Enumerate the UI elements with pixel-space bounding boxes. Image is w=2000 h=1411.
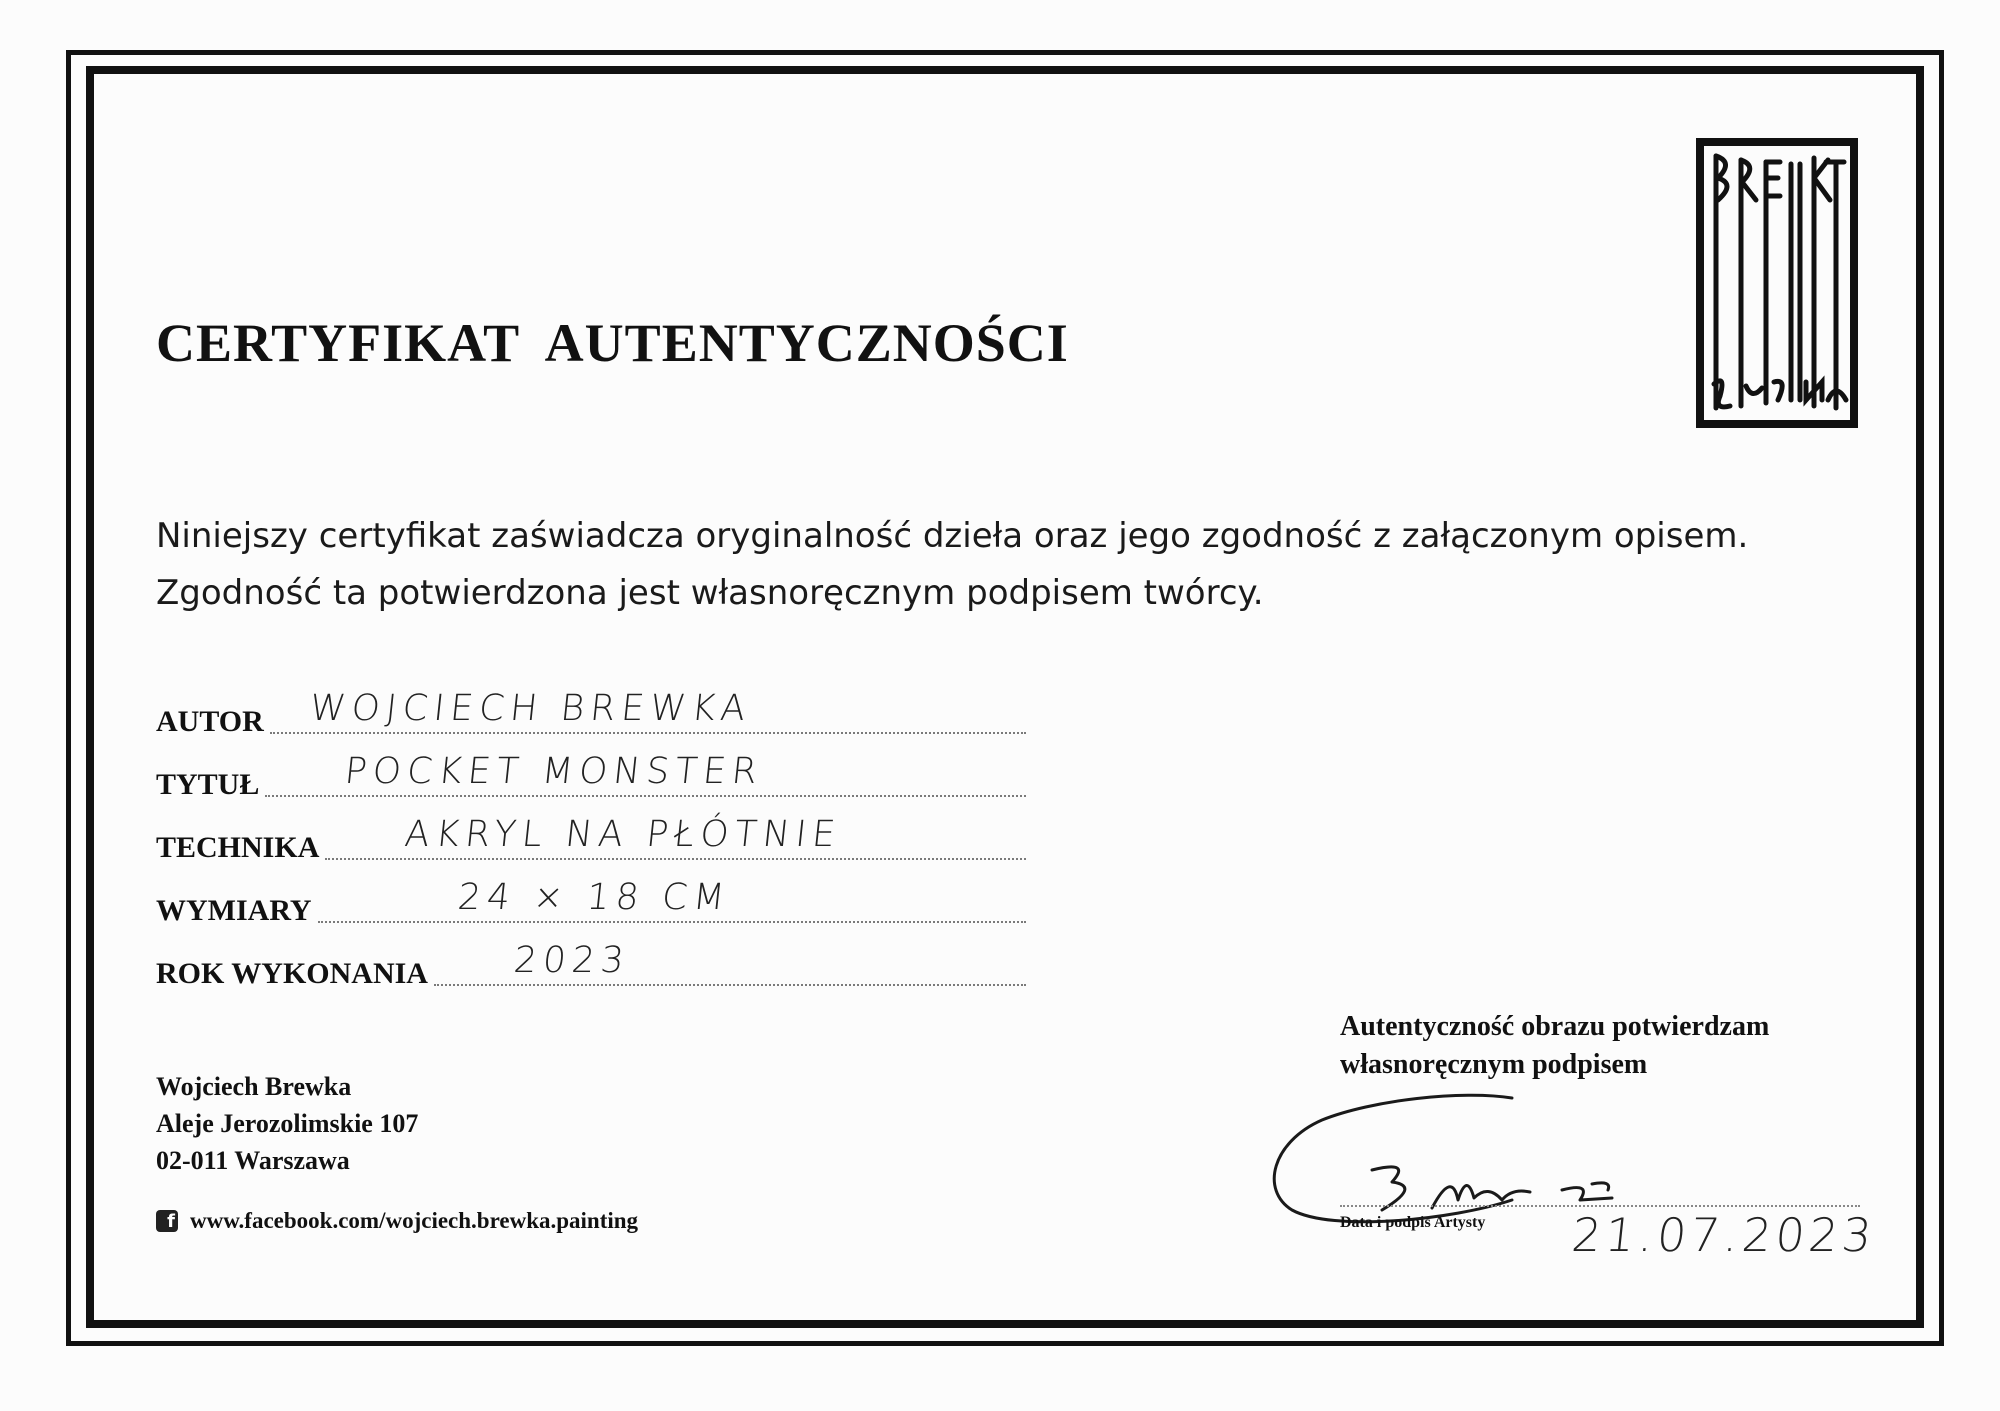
facebook-url[interactable]: www.facebook.com/wojciech.brewka.painting <box>190 1208 639 1233</box>
field-value-dimensions: 24 × 18 CM <box>455 877 733 918</box>
field-author <box>156 680 1026 743</box>
address-street: Aleje Jerozolimskie 107 <box>156 1109 419 1138</box>
facebook-link[interactable] <box>156 1208 638 1234</box>
field-label: WYMIARY <box>156 894 312 927</box>
field-label: AUTOR <box>156 705 264 738</box>
field-value-title: POCKET MONSTER <box>343 751 766 792</box>
signature-line <box>1340 1205 1860 1207</box>
confirmation-line-2: własnoręcznym podpisem <box>1340 1049 1648 1080</box>
address-name: Wojciech Brewka <box>156 1072 352 1101</box>
intro-line-2: Zgodność ta potwierdzona jest własnoręcznym podpisem twórcy. <box>156 573 1264 613</box>
authenticity-confirmation <box>1340 1008 1769 1084</box>
field-value-technique: AKRYL NA PŁÓTNIE <box>403 814 844 855</box>
address-city: 02-011 Warszawa <box>156 1146 350 1175</box>
signature-caption: Data i podpis Artysty <box>1340 1214 1486 1231</box>
facebook-icon: f <box>156 1210 178 1232</box>
field-value-year: 2023 <box>511 940 632 981</box>
intro-text <box>156 508 1916 622</box>
brewka-logo-icon <box>1696 138 1858 428</box>
field-dimensions <box>156 869 1026 932</box>
field-title <box>156 743 1026 806</box>
intro-line-1: Niniejszy certyfikat zaświadcza oryginalność dzieła oraz jego zgodność z załączonym opisem. <box>156 516 1749 556</box>
field-value-author: WOJCIECH BREWKA <box>307 688 754 729</box>
field-label: TYTUŁ <box>156 768 260 801</box>
artist-address <box>156 1068 418 1179</box>
artwork-fields <box>156 680 1026 995</box>
field-technique <box>156 806 1026 869</box>
field-year <box>156 932 1026 995</box>
field-label: TECHNIKA <box>156 831 320 864</box>
certificate-title: CERTYFIKAT AUTENTYCZNOŚCI <box>156 313 1069 373</box>
signature-date: 21.07.2023 <box>1569 1208 1879 1262</box>
confirmation-line-1: Autentyczność obrazu potwierdzam <box>1340 1011 1770 1042</box>
field-label: ROK WYKONANIA <box>156 957 428 990</box>
